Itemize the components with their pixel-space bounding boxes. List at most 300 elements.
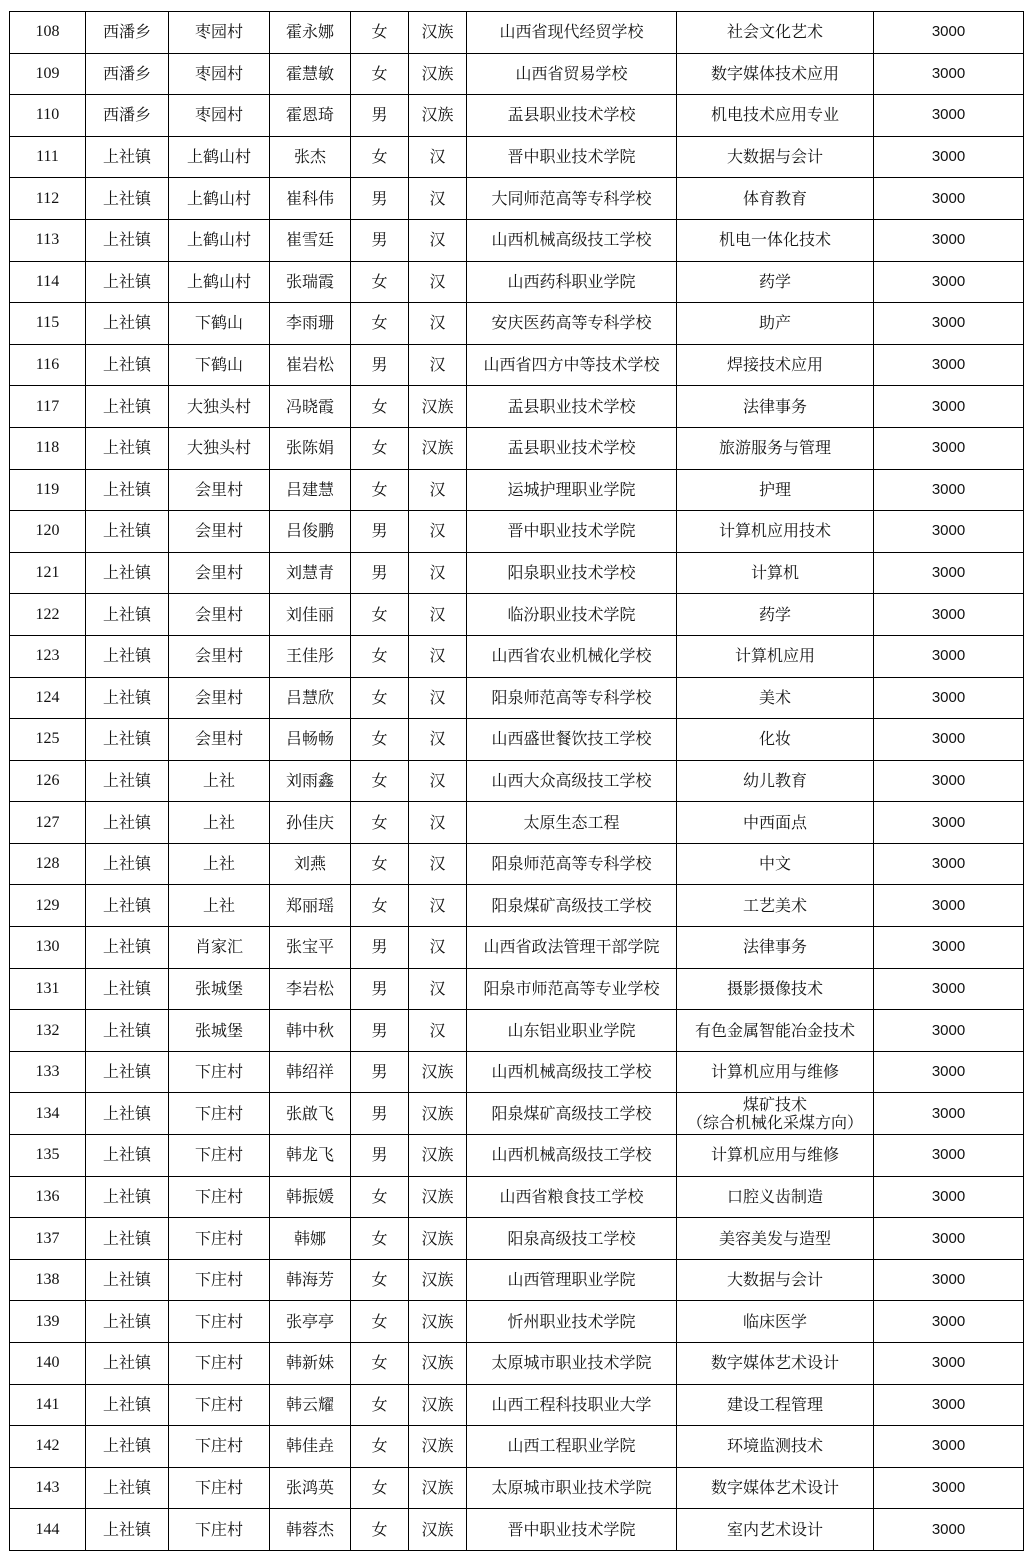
ethnicity-cell: 汉族: [409, 1051, 467, 1093]
amount-cell: 3000: [874, 1259, 1024, 1301]
village-cell: 大独头村: [169, 386, 270, 428]
gender-cell: 女: [351, 885, 409, 927]
table-row: [10, 53, 1024, 95]
school-cell: 山西机械高级技工学校: [467, 1135, 677, 1177]
serial-number-cell: 109: [10, 53, 86, 95]
township-cell: 上社镇: [86, 303, 169, 345]
major-cell: 中西面点: [677, 802, 874, 844]
major-cell: 助产: [677, 303, 874, 345]
table-row: [10, 344, 1024, 386]
school-cell: 山西省贸易学校: [467, 53, 677, 95]
serial-number-cell: 116: [10, 344, 86, 386]
gender-cell: 女: [351, 1343, 409, 1385]
serial-number-cell: 115: [10, 303, 86, 345]
school-cell: 忻州职业技术学院: [467, 1301, 677, 1343]
school-cell: 太原城市职业技术学院: [467, 1343, 677, 1385]
township-cell: 上社镇: [86, 1218, 169, 1260]
amount-cell: 3000: [874, 843, 1024, 885]
village-cell: 下鹤山: [169, 344, 270, 386]
table-row: [10, 386, 1024, 428]
serial-number-cell: 122: [10, 594, 86, 636]
table-row: [10, 303, 1024, 345]
school-cell: 山西盛世餐饮技工学校: [467, 719, 677, 761]
serial-number-cell: 121: [10, 552, 86, 594]
school-cell: 阳泉市师范高等专业学校: [467, 968, 677, 1010]
table-row: [10, 927, 1024, 969]
amount-cell: 3000: [874, 303, 1024, 345]
student-subsidy-table: [9, 11, 1024, 1551]
table-row: [10, 1384, 1024, 1426]
major-cell: 建设工程管理: [677, 1384, 874, 1426]
amount-cell: 3000: [874, 1426, 1024, 1468]
ethnicity-cell: 汉族: [409, 95, 467, 137]
amount-cell: 3000: [874, 53, 1024, 95]
gender-cell: 男: [351, 1093, 409, 1135]
amount-cell: 3000: [874, 511, 1024, 553]
ethnicity-cell: 汉族: [409, 1093, 467, 1135]
village-cell: 会里村: [169, 511, 270, 553]
major-cell: 中文: [677, 843, 874, 885]
ethnicity-cell: 汉族: [409, 1301, 467, 1343]
serial-number-cell: 125: [10, 719, 86, 761]
village-cell: 枣园村: [169, 95, 270, 137]
amount-cell: 3000: [874, 219, 1024, 261]
table-row: [10, 1467, 1024, 1509]
amount-cell: 3000: [874, 427, 1024, 469]
name-cell: 王佳彤: [270, 635, 351, 677]
village-cell: 会里村: [169, 469, 270, 511]
village-cell: 下庄村: [169, 1051, 270, 1093]
serial-number-cell: 110: [10, 95, 86, 137]
name-cell: 崔岩松: [270, 344, 351, 386]
school-cell: 山西省政法管理干部学院: [467, 927, 677, 969]
gender-cell: 女: [351, 1384, 409, 1426]
ethnicity-cell: 汉: [409, 594, 467, 636]
name-cell: 刘燕: [270, 843, 351, 885]
gender-cell: 女: [351, 386, 409, 428]
serial-number-cell: 140: [10, 1343, 86, 1385]
township-cell: 上社镇: [86, 594, 169, 636]
township-cell: 西潘乡: [86, 12, 169, 54]
school-cell: 安庆医药高等专科学校: [467, 303, 677, 345]
amount-cell: 3000: [874, 1509, 1024, 1551]
village-cell: 下庄村: [169, 1467, 270, 1509]
village-cell: 上社: [169, 885, 270, 927]
ethnicity-cell: 汉族: [409, 1384, 467, 1426]
table-row: [10, 1259, 1024, 1301]
table-row: [10, 12, 1024, 54]
serial-number-cell: 123: [10, 635, 86, 677]
serial-number-cell: 142: [10, 1426, 86, 1468]
name-cell: 韩娜: [270, 1218, 351, 1260]
gender-cell: 男: [351, 511, 409, 553]
major-cell: 社会文化艺术: [677, 12, 874, 54]
township-cell: 上社镇: [86, 1509, 169, 1551]
name-cell: 冯晓霞: [270, 386, 351, 428]
amount-cell: 3000: [874, 469, 1024, 511]
major-cell: 机电技术应用专业: [677, 95, 874, 137]
village-cell: 会里村: [169, 552, 270, 594]
name-cell: 吕建慧: [270, 469, 351, 511]
township-cell: 上社镇: [86, 219, 169, 261]
gender-cell: 女: [351, 1301, 409, 1343]
serial-number-cell: 134: [10, 1093, 86, 1135]
school-cell: 山西工程职业学院: [467, 1426, 677, 1468]
ethnicity-cell: 汉: [409, 344, 467, 386]
village-cell: 上社: [169, 843, 270, 885]
name-cell: 韩中秋: [270, 1010, 351, 1052]
gender-cell: 女: [351, 303, 409, 345]
gender-cell: 男: [351, 1135, 409, 1177]
ethnicity-cell: 汉: [409, 469, 467, 511]
table-row: [10, 1010, 1024, 1052]
school-cell: 山西省粮食技工学校: [467, 1176, 677, 1218]
major-cell: 药学: [677, 594, 874, 636]
school-cell: 盂县职业技术学校: [467, 427, 677, 469]
village-cell: 大独头村: [169, 427, 270, 469]
serial-number-cell: 133: [10, 1051, 86, 1093]
school-cell: 阳泉师范高等专科学校: [467, 677, 677, 719]
school-cell: 山西省四方中等技术学校: [467, 344, 677, 386]
table-row: [10, 552, 1024, 594]
ethnicity-cell: 汉族: [409, 1218, 467, 1260]
major-cell: 临床医学: [677, 1301, 874, 1343]
gender-cell: 女: [351, 53, 409, 95]
township-cell: 上社镇: [86, 552, 169, 594]
township-cell: 上社镇: [86, 469, 169, 511]
serial-number-cell: 135: [10, 1135, 86, 1177]
serial-number-cell: 108: [10, 12, 86, 54]
gender-cell: 女: [351, 1467, 409, 1509]
major-cell: 室内艺术设计: [677, 1509, 874, 1551]
major-cell: 美术: [677, 677, 874, 719]
serial-number-cell: 143: [10, 1467, 86, 1509]
ethnicity-cell: 汉: [409, 136, 467, 178]
serial-number-cell: 138: [10, 1259, 86, 1301]
name-cell: 刘雨鑫: [270, 760, 351, 802]
village-cell: 下庄村: [169, 1343, 270, 1385]
school-cell: 阳泉煤矿高级技工学校: [467, 885, 677, 927]
name-cell: 韩佳垚: [270, 1426, 351, 1468]
major-cell: 口腔义齿制造: [677, 1176, 874, 1218]
village-cell: 下庄村: [169, 1426, 270, 1468]
village-cell: 会里村: [169, 594, 270, 636]
major-cell: [677, 1093, 874, 1135]
village-cell: 上鹤山村: [169, 178, 270, 220]
name-cell: 韩绍祥: [270, 1051, 351, 1093]
gender-cell: 女: [351, 469, 409, 511]
major-line: 煤矿技术: [742, 1094, 807, 1114]
serial-number-cell: 117: [10, 386, 86, 428]
table-row: [10, 261, 1024, 303]
township-cell: 上社镇: [86, 927, 169, 969]
village-cell: 上社: [169, 802, 270, 844]
township-cell: 上社镇: [86, 386, 169, 428]
ethnicity-cell: 汉族: [409, 1176, 467, 1218]
name-cell: 韩蓉杰: [270, 1509, 351, 1551]
township-cell: 上社镇: [86, 635, 169, 677]
major-cell: 大数据与会计: [677, 1259, 874, 1301]
major-cell: 计算机应用与维修: [677, 1135, 874, 1177]
township-cell: 西潘乡: [86, 53, 169, 95]
gender-cell: 女: [351, 1218, 409, 1260]
gender-cell: 男: [351, 178, 409, 220]
township-cell: 上社镇: [86, 1051, 169, 1093]
school-cell: 太原生态工程: [467, 802, 677, 844]
school-cell: 运城护理职业学院: [467, 469, 677, 511]
major-cell: 有色金属智能冶金技术: [677, 1010, 874, 1052]
gender-cell: 男: [351, 552, 409, 594]
table-row: [10, 219, 1024, 261]
table-row: [10, 635, 1024, 677]
amount-cell: 3000: [874, 927, 1024, 969]
gender-cell: 女: [351, 1259, 409, 1301]
name-cell: 刘佳丽: [270, 594, 351, 636]
school-cell: 阳泉职业技术学校: [467, 552, 677, 594]
gender-cell: 男: [351, 219, 409, 261]
school-cell: 阳泉师范高等专科学校: [467, 843, 677, 885]
township-cell: 上社镇: [86, 178, 169, 220]
ethnicity-cell: 汉: [409, 1010, 467, 1052]
school-cell: 山东铝业职业学院: [467, 1010, 677, 1052]
table-row: [10, 677, 1024, 719]
table-row: [10, 843, 1024, 885]
name-cell: 韩龙飞: [270, 1135, 351, 1177]
name-cell: 韩云耀: [270, 1384, 351, 1426]
ethnicity-cell: 汉: [409, 802, 467, 844]
village-cell: 枣园村: [169, 53, 270, 95]
name-cell: 霍恩琦: [270, 95, 351, 137]
village-cell: 会里村: [169, 677, 270, 719]
amount-cell: 3000: [874, 1135, 1024, 1177]
gender-cell: 女: [351, 136, 409, 178]
township-cell: 上社镇: [86, 802, 169, 844]
serial-number-cell: 126: [10, 760, 86, 802]
serial-number-cell: 124: [10, 677, 86, 719]
gender-cell: 女: [351, 594, 409, 636]
major-cell: 焊接技术应用: [677, 344, 874, 386]
school-cell: 山西省农业机械化学校: [467, 635, 677, 677]
major-cell: 计算机应用: [677, 635, 874, 677]
serial-number-cell: 113: [10, 219, 86, 261]
school-cell: 山西机械高级技工学校: [467, 219, 677, 261]
table-row: [10, 1426, 1024, 1468]
major-cell: 数字媒体技术应用: [677, 53, 874, 95]
ethnicity-cell: 汉: [409, 719, 467, 761]
ethnicity-cell: 汉族: [409, 53, 467, 95]
table-row: [10, 802, 1024, 844]
major-cell: 法律事务: [677, 927, 874, 969]
ethnicity-cell: 汉族: [409, 1259, 467, 1301]
school-cell: 山西管理职业学院: [467, 1259, 677, 1301]
name-cell: 张鸿英: [270, 1467, 351, 1509]
school-cell: 阳泉煤矿高级技工学校: [467, 1093, 677, 1135]
amount-cell: 3000: [874, 1176, 1024, 1218]
table-row: [10, 594, 1024, 636]
name-cell: 郑丽瑶: [270, 885, 351, 927]
ethnicity-cell: 汉族: [409, 1343, 467, 1385]
name-cell: 吕畅畅: [270, 719, 351, 761]
village-cell: 下鹤山: [169, 303, 270, 345]
major-cell: 体育教育: [677, 178, 874, 220]
school-cell: 盂县职业技术学校: [467, 386, 677, 428]
table-row: [10, 178, 1024, 220]
major-cell: 药学: [677, 261, 874, 303]
school-cell: 山西工程科技职业大学: [467, 1384, 677, 1426]
amount-cell: 3000: [874, 1384, 1024, 1426]
major-cell: 工艺美术: [677, 885, 874, 927]
serial-number-cell: 130: [10, 927, 86, 969]
gender-cell: 男: [351, 95, 409, 137]
table-row: [10, 1301, 1024, 1343]
amount-cell: 3000: [874, 1051, 1024, 1093]
amount-cell: 3000: [874, 802, 1024, 844]
gender-cell: 男: [351, 968, 409, 1010]
township-cell: 上社镇: [86, 760, 169, 802]
amount-cell: 3000: [874, 1218, 1024, 1260]
gender-cell: 女: [351, 760, 409, 802]
village-cell: 上社: [169, 760, 270, 802]
school-cell: 山西大众高级技工学校: [467, 760, 677, 802]
township-cell: 上社镇: [86, 843, 169, 885]
serial-number-cell: 144: [10, 1509, 86, 1551]
amount-cell: 3000: [874, 261, 1024, 303]
ethnicity-cell: 汉族: [409, 1467, 467, 1509]
serial-number-cell: 132: [10, 1010, 86, 1052]
major-cell: 护理: [677, 469, 874, 511]
township-cell: 上社镇: [86, 1426, 169, 1468]
major-cell: 化妆: [677, 719, 874, 761]
township-cell: 上社镇: [86, 1176, 169, 1218]
township-cell: 上社镇: [86, 1093, 169, 1135]
table-row: [10, 1093, 1024, 1135]
major-cell: 法律事务: [677, 386, 874, 428]
table-row: [10, 760, 1024, 802]
township-cell: 上社镇: [86, 968, 169, 1010]
amount-cell: 3000: [874, 1467, 1024, 1509]
table-row: [10, 511, 1024, 553]
name-cell: 张杰: [270, 136, 351, 178]
gender-cell: 女: [351, 1509, 409, 1551]
ethnicity-cell: 汉: [409, 511, 467, 553]
village-cell: 下庄村: [169, 1384, 270, 1426]
gender-cell: 女: [351, 677, 409, 719]
amount-cell: 3000: [874, 885, 1024, 927]
village-cell: 会里村: [169, 635, 270, 677]
township-cell: 上社镇: [86, 427, 169, 469]
township-cell: 上社镇: [86, 1384, 169, 1426]
village-cell: 张城堡: [169, 1010, 270, 1052]
table-row: [10, 1135, 1024, 1177]
table-row: [10, 469, 1024, 511]
table-row: [10, 1343, 1024, 1385]
serial-number-cell: 136: [10, 1176, 86, 1218]
amount-cell: 3000: [874, 344, 1024, 386]
name-cell: 张啟飞: [270, 1093, 351, 1135]
amount-cell: 3000: [874, 1010, 1024, 1052]
table-row: [10, 1051, 1024, 1093]
serial-number-cell: 141: [10, 1384, 86, 1426]
ethnicity-cell: 汉: [409, 219, 467, 261]
village-cell: 下庄村: [169, 1135, 270, 1177]
gender-cell: 女: [351, 261, 409, 303]
village-cell: 肖家汇: [169, 927, 270, 969]
village-cell: 下庄村: [169, 1259, 270, 1301]
amount-cell: 3000: [874, 677, 1024, 719]
gender-cell: 男: [351, 344, 409, 386]
table-row: [10, 719, 1024, 761]
serial-number-cell: 118: [10, 427, 86, 469]
table-row: [10, 1509, 1024, 1551]
township-cell: 上社镇: [86, 1467, 169, 1509]
school-cell: 阳泉高级技工学校: [467, 1218, 677, 1260]
township-cell: 上社镇: [86, 511, 169, 553]
ethnicity-cell: 汉: [409, 303, 467, 345]
name-cell: 孙佳庆: [270, 802, 351, 844]
amount-cell: 3000: [874, 1343, 1024, 1385]
serial-number-cell: 139: [10, 1301, 86, 1343]
major-cell: 幼儿教育: [677, 760, 874, 802]
school-cell: 晋中职业技术学院: [467, 511, 677, 553]
school-cell: 晋中职业技术学院: [467, 1509, 677, 1551]
amount-cell: 3000: [874, 635, 1024, 677]
township-cell: 上社镇: [86, 885, 169, 927]
major-line: （综合机械化采煤方向）: [686, 1112, 863, 1132]
table-row: [10, 968, 1024, 1010]
name-cell: 吕慧欣: [270, 677, 351, 719]
major-cell: 摄影摄像技术: [677, 968, 874, 1010]
name-cell: 张瑞霞: [270, 261, 351, 303]
village-cell: 会里村: [169, 719, 270, 761]
major-cell: 美容美发与造型: [677, 1218, 874, 1260]
ethnicity-cell: 汉: [409, 178, 467, 220]
township-cell: 上社镇: [86, 1135, 169, 1177]
major-cell: 机电一体化技术: [677, 219, 874, 261]
amount-cell: 3000: [874, 12, 1024, 54]
name-cell: 刘慧青: [270, 552, 351, 594]
serial-number-cell: 119: [10, 469, 86, 511]
amount-cell: 3000: [874, 719, 1024, 761]
major-cell: 数字媒体艺术设计: [677, 1467, 874, 1509]
township-cell: 上社镇: [86, 1259, 169, 1301]
table-body: [10, 12, 1024, 1551]
township-cell: 上社镇: [86, 1010, 169, 1052]
major-cell: 计算机: [677, 552, 874, 594]
serial-number-cell: 127: [10, 802, 86, 844]
name-cell: 张亭亭: [270, 1301, 351, 1343]
name-cell: 韩新妹: [270, 1343, 351, 1385]
serial-number-cell: 131: [10, 968, 86, 1010]
amount-cell: 3000: [874, 1301, 1024, 1343]
amount-cell: 3000: [874, 968, 1024, 1010]
name-cell: 吕俊鹏: [270, 511, 351, 553]
school-cell: 山西药科职业学院: [467, 261, 677, 303]
table-row: [10, 427, 1024, 469]
township-cell: 上社镇: [86, 1301, 169, 1343]
ethnicity-cell: 汉族: [409, 1135, 467, 1177]
ethnicity-cell: 汉族: [409, 1509, 467, 1551]
ethnicity-cell: 汉: [409, 843, 467, 885]
serial-number-cell: 114: [10, 261, 86, 303]
township-cell: 上社镇: [86, 136, 169, 178]
name-cell: 霍永娜: [270, 12, 351, 54]
major-cell: 数字媒体艺术设计: [677, 1343, 874, 1385]
name-cell: 李雨珊: [270, 303, 351, 345]
amount-cell: 3000: [874, 136, 1024, 178]
village-cell: 下庄村: [169, 1176, 270, 1218]
serial-number-cell: 128: [10, 843, 86, 885]
ethnicity-cell: 汉族: [409, 427, 467, 469]
